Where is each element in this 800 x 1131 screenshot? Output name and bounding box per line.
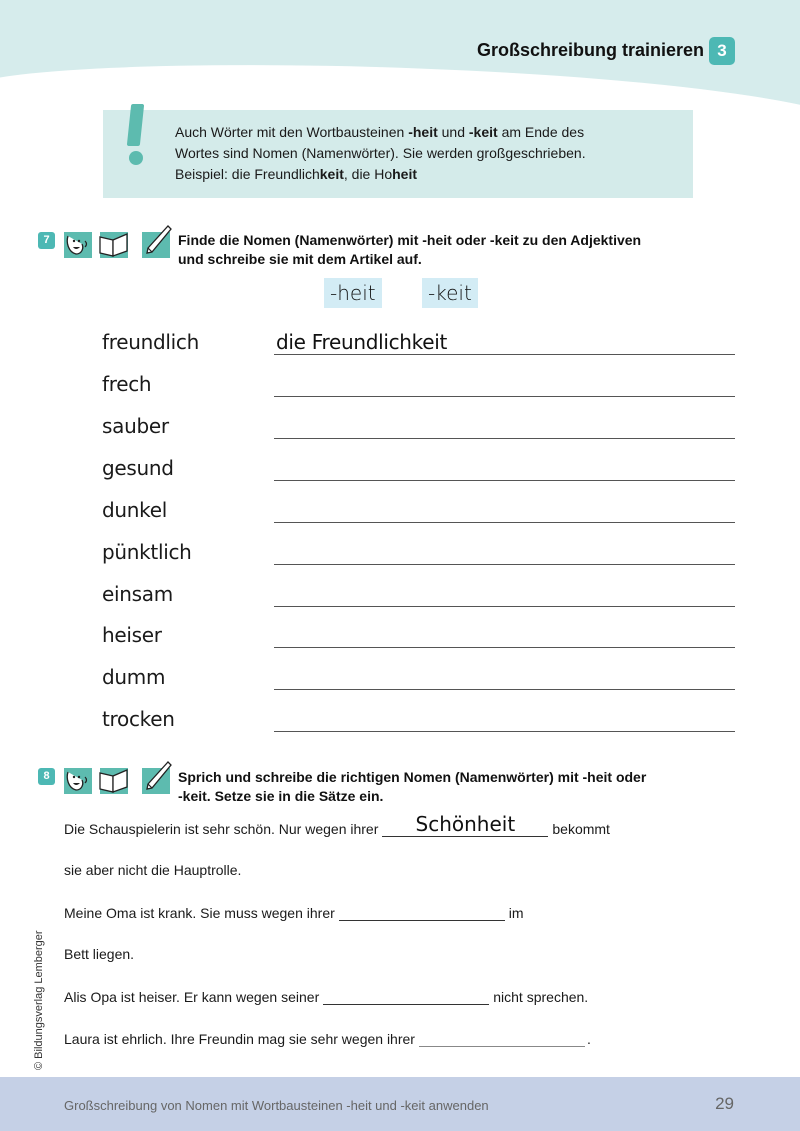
adjective-label: sauber	[102, 414, 169, 438]
fill-blank[interactable]	[323, 987, 489, 1005]
exclamation-icon-dot	[129, 151, 143, 165]
blank-answer: Schönheit	[415, 812, 516, 836]
adjective-label: heiser	[102, 623, 162, 647]
speak-icon	[64, 232, 92, 258]
read-icon	[100, 232, 128, 258]
sentence-3: Alis Opa ist heiser. Er kann wegen seiner nicht sprechen.	[64, 989, 589, 1005]
copyright-notice: © Bildungsverlag Lemberger	[33, 930, 45, 1070]
info-line-2: Wortes sind Nomen (Namenwörter). Sie werden großgeschrieben.	[175, 145, 586, 161]
answer-line[interactable]	[274, 522, 735, 523]
info-line-1: Auch Wörter mit den Wortbausteinen -heit und -keit am Ende des	[175, 124, 585, 140]
answer-line[interactable]	[274, 480, 735, 481]
answer-line[interactable]	[274, 606, 735, 607]
word-row	[102, 617, 742, 659]
suffix-chip-heit: -heit	[324, 278, 382, 308]
sentence-1: Die Schauspielerin ist sehr schön. Nur wegen ihrer Schönheit bekommt	[64, 812, 610, 837]
suffix-chip-keit: -keit	[422, 278, 478, 308]
answer-line[interactable]	[274, 438, 735, 439]
answer-line[interactable]	[274, 396, 735, 397]
task-number-8: 8	[38, 768, 55, 785]
page-title: Großschreibung trainieren	[476, 40, 704, 60]
chapter-badge: 3	[709, 37, 735, 65]
sentence-2-continuation: Bett liegen.	[64, 946, 135, 962]
adjective-label: freundlich	[102, 330, 199, 354]
word-row	[102, 366, 742, 408]
sentence-2: Meine Oma ist krank. Sie muss wegen ihrer im	[64, 905, 524, 921]
task8-instruction: Sprich und schreibe die richtigen Nomen (Namenwörter) mit -heit oder -keit. Setze sie in die Sätze ein.	[178, 769, 647, 804]
task7-instruction: Finde die Nomen (Namenwörter) mit -heit oder -keit zu den Adjektiven und schreibe sie mit dem Artikel auf.	[178, 232, 642, 267]
adjective-label: dumm	[102, 665, 166, 689]
adjective-label: dunkel	[102, 498, 167, 522]
task-number-7: 7	[38, 232, 55, 249]
speak-icon	[64, 768, 92, 794]
word-row	[102, 659, 742, 701]
info-text	[175, 122, 685, 185]
adjective-label: pünktlich	[102, 540, 192, 564]
sentence-4: Laura ist ehrlich. Ihre Freundin mag sie sehr wegen ihrer .	[64, 1031, 591, 1047]
fill-blank[interactable]	[382, 812, 548, 837]
page-number: 29	[715, 1094, 734, 1113]
adjective-label: gesund	[102, 456, 174, 480]
answer-line[interactable]	[274, 731, 735, 732]
word-row	[102, 450, 742, 492]
answer-line[interactable]	[274, 647, 735, 648]
answer-line[interactable]	[274, 354, 735, 355]
adjective-label: einsam	[102, 582, 173, 606]
answer-text[interactable]: die Freundlichkeit	[276, 330, 448, 354]
fill-blank[interactable]	[419, 1029, 585, 1047]
footer-text: Großschreibung von Nomen mit Wortbausteinen -heit und -keit anwenden	[64, 1098, 489, 1113]
word-row	[102, 701, 742, 743]
adjective-label: trocken	[102, 707, 175, 731]
adjective-label: frech	[102, 372, 152, 396]
sentence-1-continuation: sie aber nicht die Hauptrolle.	[64, 862, 242, 878]
word-row	[102, 408, 742, 450]
answer-line[interactable]	[274, 689, 735, 690]
fill-blank[interactable]	[339, 903, 505, 921]
answer-line[interactable]	[274, 564, 735, 565]
word-row	[102, 534, 742, 576]
info-line-3: Beispiel: die Freundlichkeit, die Hoheit	[175, 166, 418, 182]
word-row	[102, 324, 742, 366]
word-row	[102, 492, 742, 534]
read-icon	[100, 768, 128, 794]
word-row	[102, 576, 742, 618]
write-icon	[142, 768, 170, 794]
write-icon	[142, 232, 170, 258]
